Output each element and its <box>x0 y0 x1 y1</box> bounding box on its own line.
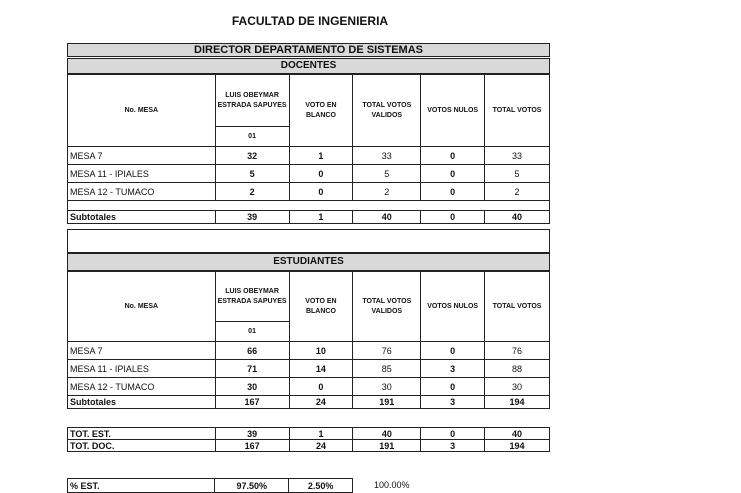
docentes-header <box>67 58 550 74</box>
nulos-cell: 0 <box>421 147 485 165</box>
col-validos: TOTAL VOTOS VALIDOS <box>353 272 421 342</box>
mesa-cell: MESA 11 - IPIALES <box>68 165 216 183</box>
total-cell: 194 <box>485 396 550 409</box>
total-cell: 30 <box>485 378 550 396</box>
table-row <box>68 428 550 440</box>
col-candidate-num: 01 <box>215 127 289 147</box>
validos-cell: 191 <box>353 440 421 452</box>
mesa-cell: TOT. EST. <box>68 428 216 440</box>
validos-cell: 33 <box>353 147 421 165</box>
cand-cell: 167 <box>215 396 289 409</box>
col-candidate-num: 01 <box>215 322 289 342</box>
cand-cell: 2 <box>215 183 289 201</box>
docentes-table <box>67 74 550 224</box>
pct-cand-cell: 97.50% <box>215 479 289 493</box>
col-nulos: VOTOS NULOS <box>421 75 485 147</box>
table-row <box>68 165 550 183</box>
nulos-cell: 0 <box>421 428 485 440</box>
total-cell: 194 <box>485 440 550 452</box>
validos-cell: 191 <box>353 396 421 409</box>
column-header-row <box>68 75 550 127</box>
blanco-cell: 1 <box>289 147 353 165</box>
cand-cell: 167 <box>215 440 289 452</box>
pct-label-cell: % EST. <box>68 479 215 493</box>
cand-cell: 39 <box>215 211 289 224</box>
table-row <box>68 147 550 165</box>
office-header <box>67 43 550 57</box>
validos-cell: 76 <box>353 342 421 360</box>
estudiantes-label: ESTUDIANTES <box>273 256 344 267</box>
blanco-cell: 10 <box>289 342 353 360</box>
table-row <box>68 360 550 378</box>
total-cell: 40 <box>485 211 550 224</box>
mesa-cell: MESA 7 <box>68 342 216 360</box>
validos-cell: 40 <box>353 211 421 224</box>
total-cell: 76 <box>485 342 550 360</box>
mesa-cell: MESA 11 - IPIALES <box>68 360 216 378</box>
cand-cell: 66 <box>215 342 289 360</box>
blanco-cell: 1 <box>289 428 353 440</box>
estudiantes-table <box>67 271 550 409</box>
blanco-cell: 14 <box>289 360 353 378</box>
blanco-cell: 24 <box>289 396 353 409</box>
nulos-cell: 3 <box>421 440 485 452</box>
col-nulos: VOTOS NULOS <box>421 272 485 342</box>
col-total: TOTAL VOTOS <box>485 272 550 342</box>
mesa-cell: Subtotales <box>68 211 216 224</box>
total-cell: 5 <box>485 165 550 183</box>
cand-cell: 5 <box>215 165 289 183</box>
nulos-cell: 3 <box>421 396 485 409</box>
total-cell: 40 <box>485 428 550 440</box>
nulos-cell: 3 <box>421 360 485 378</box>
mesa-cell: MESA 12 - TUMACO <box>68 378 216 396</box>
total-cell: 2 <box>485 183 550 201</box>
pct-validos: 100.00% <box>374 480 410 490</box>
nulos-cell: 0 <box>421 378 485 396</box>
blanco-cell: 0 <box>289 378 353 396</box>
col-candidate: LUIS OBEYMAR ESTRADA SAPUYES <box>215 75 289 127</box>
col-blanco: VOTO EN BLANCO <box>289 75 353 147</box>
col-blanco: VOTO EN BLANCO <box>289 272 353 342</box>
cand-cell: 71 <box>215 360 289 378</box>
cand-cell: 32 <box>215 147 289 165</box>
total-cell: 88 <box>485 360 550 378</box>
validos-cell: 85 <box>353 360 421 378</box>
col-candidate: LUIS OBEYMAR ESTRADA SAPUYES <box>215 272 289 322</box>
mesa-cell: MESA 12 - TUMACO <box>68 183 216 201</box>
validos-cell: 40 <box>353 428 421 440</box>
nulos-cell: 0 <box>421 211 485 224</box>
column-header-row <box>68 272 550 322</box>
mesa-cell: MESA 7 <box>68 147 216 165</box>
docentes-label: DOCENTES <box>280 60 337 71</box>
table-row <box>68 378 550 396</box>
nulos-cell: 0 <box>421 183 485 201</box>
blanco-cell: 24 <box>289 440 353 452</box>
estudiantes-header <box>67 253 550 271</box>
validos-cell: 2 <box>353 183 421 201</box>
office-label: DIRECTOR DEPARTAMENTO DE SISTEMAS <box>194 44 423 56</box>
table-row <box>68 342 550 360</box>
blanco-cell: 0 <box>289 183 353 201</box>
pct-blanco-cell: 2.50% <box>289 479 353 493</box>
spacer-box <box>67 229 550 253</box>
cand-cell: 30 <box>215 378 289 396</box>
nulos-cell: 0 <box>421 342 485 360</box>
col-mesa: No. MESA <box>68 75 216 147</box>
total-cell: 33 <box>485 147 550 165</box>
table-row <box>68 440 550 452</box>
validos-cell: 30 <box>353 378 421 396</box>
col-total: TOTAL VOTOS <box>485 75 550 147</box>
blanco-cell: 0 <box>289 165 353 183</box>
subtotal-row <box>68 396 550 409</box>
validos-cell: 5 <box>353 165 421 183</box>
col-mesa: No. MESA <box>68 272 216 342</box>
mesa-cell: Subtotales <box>68 396 216 409</box>
mesa-cell: TOT. DOC. <box>68 440 216 452</box>
blanco-cell: 1 <box>289 211 353 224</box>
nulos-cell: 0 <box>421 165 485 183</box>
totals-table <box>67 427 550 452</box>
page-title: FACULTAD DE INGENIERIA <box>231 14 389 28</box>
cand-cell: 39 <box>215 428 289 440</box>
table-row <box>68 183 550 201</box>
subtotal-row <box>68 211 550 224</box>
col-validos: TOTAL VOTOS VALIDOS <box>353 75 421 147</box>
